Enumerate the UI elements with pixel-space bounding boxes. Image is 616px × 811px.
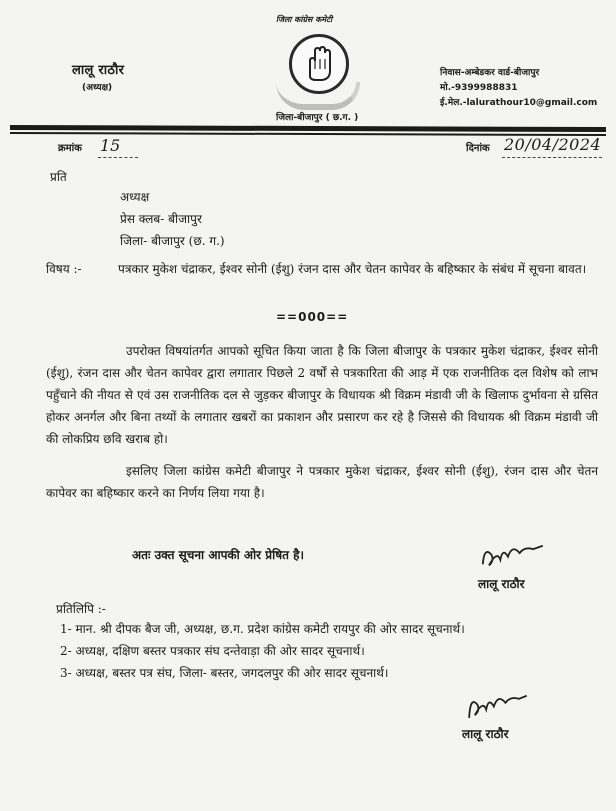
logo-district-text: जिला-बीजापुर ( छ.ग. ) [276,113,359,123]
signatory-name: लालू राठौर [462,727,509,741]
residence-line: निवास-अम्बेडकर वार्ड-बीजापुर [440,68,540,78]
subject-label: विषय :- [46,262,82,276]
signature-block [478,538,548,592]
ref-label: क्रमांक [58,143,82,154]
subject-text: पत्रकार मुकेश चंद्राकर, ईश्वर सोनी (ईशु) रंजन दास और चेतन कापेवर के बहिष्कार के संबंध में सूचना बावत। [118,262,587,276]
letter-body [46,340,598,514]
date-value: 20/04/2024 [504,135,602,154]
contact-block [440,66,597,111]
recipient-line: जिला- बीजापुर (छ. ग.) [120,234,225,248]
list-item: 2- अध्यक्ष, दक्षिण बस्तर पत्रकार संघ दन्तेवाड़ा की ओर सादर सूचनार्थ। [60,644,365,658]
recipient-line: अध्यक्ष [120,190,150,204]
recipient-line: प्रेस क्लब- बीजापुर [120,212,202,226]
sender-role: (अध्यक्ष) [82,83,113,93]
signatory-name: लालू राठौर [478,577,525,591]
logo-swoosh [276,82,360,110]
body-paragraph: उपरोक्त विषयांतर्गत आपको सूचित किया जाता है कि जिला बीजापुर के पत्रकार मुकेश चंद्राकर, ईश्वर सोनी (ईशु), रंजन दास और चेतन कापेवर द्वारा लगातार पिछले 2 वर्षों से पत्रकारिता की आड़ में एक राजनीतिक दल विशेष को लाभ पहुँचाने की नीयत से एवं उस राजनीतिक दल से जुड़कर बीजापुर के विधायक श्री विक्रम मंडावी जी के खिलाफ दुर्भावना से ग्रसित होकर अनर्गल और बिना तथ्यों के लगातार खबरों का प्रकाशन और प्रसारण कर रहे है जिससे की विधायक श्री विक्रम मंडावी जी की लोकप्रिय छवि खराब हो। [46,344,598,446]
header-rule [10,125,606,132]
mobile-line: मो.-9399988831 [440,83,518,93]
date-underline [502,157,602,158]
email-line: ई.मेल.-lalurathour10@gmail.com [440,98,598,108]
section-divider: ==000== [276,310,349,324]
date-label: दिनांक [466,143,490,154]
ref-underline [98,157,138,158]
forwarding-note: अतः उक्त सूचना आपकी ओर प्रेषित है। [132,548,305,562]
list-item: 3- अध्यक्ष, बस्तर पत्र संघ, जिला- बस्तर, जगदलपुर की ओर सादर सूचनार्थ। [60,666,389,680]
logo-arc-text: जिला कांग्रेस कमेटी [276,15,333,24]
list-item: 1- मान. श्री दीपक बैज जी, अध्यक्ष, छ.ग. प्रदेश कांग्रेस कमेटी रायपुर की ओर सादर सूचनार्थ। [60,622,465,636]
body-paragraph: इसलिए जिला कांग्रेस कमेटी बीजापुर ने पत्रकार मुकेश चंद्राकर, ईश्वर सोनी (ईशु), रंजन दास और चेतन कापेवर का बहिष्कार करने का निर्णय लिया गया है। [46,464,598,500]
prati-label: प्रति [50,170,67,184]
copy-label: प्रतिलिपि :- [56,602,106,616]
ref-number: 15 [100,136,121,155]
signature-scribble [476,533,550,579]
party-logo [270,14,360,124]
sender-name: लालू राठौर [72,63,125,78]
signature-scribble [460,685,534,729]
signature-block [462,690,532,742]
copy-list [60,618,580,684]
